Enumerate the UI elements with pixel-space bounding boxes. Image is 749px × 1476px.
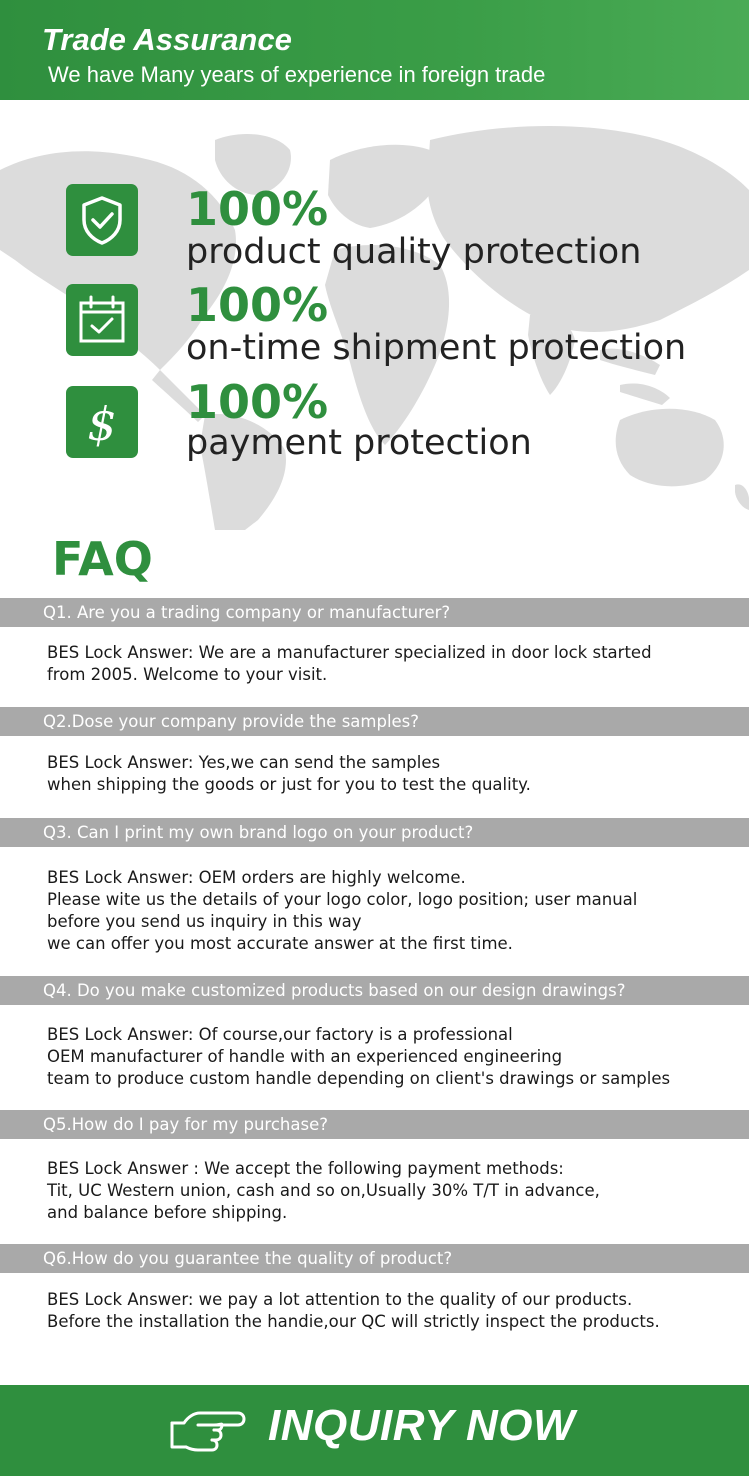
faq-answer-line: Before the installation the handie,our QC will strictly inspect the products. bbox=[47, 1312, 660, 1331]
trade-assurance-header bbox=[0, 0, 749, 100]
inquiry-now-button[interactable] bbox=[0, 1385, 749, 1476]
faq-answer bbox=[47, 752, 737, 796]
pointing-hand-icon bbox=[168, 1405, 248, 1460]
faq-answer-line: Tit, UC Western union, cash and so on,Usually 30% T/T in advance, bbox=[47, 1181, 600, 1200]
faq-answer-line: Please wite us the details of your logo color, logo position; user manual bbox=[47, 890, 638, 909]
feature-label: payment protection bbox=[186, 423, 532, 463]
faq-question-bar bbox=[0, 598, 749, 627]
faq-answer bbox=[47, 1289, 737, 1333]
faq-answer bbox=[47, 867, 737, 955]
faq-answer bbox=[47, 1024, 737, 1090]
faq-question: Q2.Dose your company provide the samples? bbox=[43, 712, 420, 731]
faq-answer-line: BES Lock Answer: Of course,our factory is a professional bbox=[47, 1025, 513, 1044]
faq-answer-line: BES Lock Answer: Yes,we can send the samples bbox=[47, 753, 441, 772]
faq-question: Q6.How do you guarantee the quality of product? bbox=[43, 1249, 453, 1268]
faq-answer-line: BES Lock Answer: OEM orders are highly welcome. bbox=[47, 868, 466, 887]
faq-answer-line: before you send us inquiry in this way bbox=[47, 912, 362, 931]
faq-answer-line: BES Lock Answer : We accept the following payment methods: bbox=[47, 1159, 564, 1178]
calendar-check-icon bbox=[66, 284, 138, 356]
faq-answer-line: and balance before shipping. bbox=[47, 1203, 288, 1222]
faq-answer-line: BES Lock Answer: we pay a lot attention to the quality of our products. bbox=[47, 1290, 633, 1309]
svg-text:$: $ bbox=[87, 397, 117, 451]
faq-answer-line: we can offer you most accurate answer at the first time. bbox=[47, 934, 513, 953]
feature-label: on-time shipment protection bbox=[186, 328, 687, 368]
faq-title: FAQ bbox=[52, 532, 153, 586]
faq-answer-line: BES Lock Answer: We are a manufacturer specialized in door lock started bbox=[47, 643, 652, 662]
shield-check-icon bbox=[66, 184, 138, 256]
faq-question-bar bbox=[0, 1110, 749, 1139]
dollar-icon bbox=[66, 386, 138, 458]
faq-answer-line: OEM manufacturer of handle with an experienced engineering bbox=[47, 1047, 563, 1066]
faq-question: Q5.How do I pay for my purchase? bbox=[43, 1115, 329, 1134]
faq-answer-line: from 2005. Welcome to your visit. bbox=[47, 665, 328, 684]
faq-question: Q1. Are you a trading company or manufacturer? bbox=[43, 603, 451, 622]
faq-question: Q3. Can I print my own brand logo on your product? bbox=[43, 823, 474, 842]
faq-question-bar bbox=[0, 818, 749, 847]
faq-question-bar bbox=[0, 1244, 749, 1273]
feature-percent: 100% bbox=[186, 278, 329, 332]
faq-answer bbox=[47, 642, 737, 686]
faq-answer-line: team to produce custom handle depending on client's drawings or samples bbox=[47, 1069, 671, 1088]
faq-question-bar bbox=[0, 976, 749, 1005]
feature-shipment bbox=[0, 278, 749, 378]
feature-quality bbox=[0, 180, 749, 280]
faq-question: Q4. Do you make customized products based on our design drawings? bbox=[43, 981, 626, 1000]
faq-question-bar bbox=[0, 707, 749, 736]
header-subtitle: We have Many years of experience in foreign trade bbox=[48, 62, 546, 87]
feature-percent: 100% bbox=[186, 375, 329, 429]
inquiry-now-label[interactable]: INQUIRY NOW bbox=[268, 1401, 576, 1450]
feature-label: product quality protection bbox=[186, 232, 642, 272]
feature-percent: 100% bbox=[186, 182, 329, 236]
feature-payment bbox=[0, 375, 749, 475]
faq-answer-line: when shipping the goods or just for you to test the quality. bbox=[47, 775, 531, 794]
faq-answer bbox=[47, 1158, 737, 1224]
header-title: Trade Assurance bbox=[42, 22, 292, 57]
